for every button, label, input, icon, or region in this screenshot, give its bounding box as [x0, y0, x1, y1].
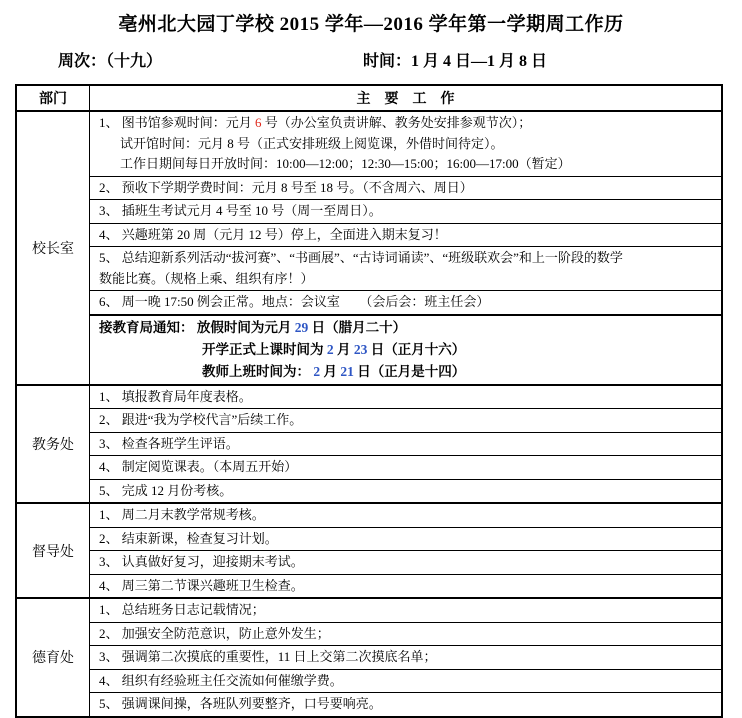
table-row [16, 527, 722, 551]
work-item-text: 6、 周一晚 17:50 例会正常。地点：会议室 （会后会：班主任会） [99, 294, 490, 309]
work-item-line [99, 457, 715, 478]
work-item-text: 3、 强调第二次摸底的重要性，11 日上交第二次摸底名单； [99, 649, 437, 664]
work-item-text: 1、 总结班务日志记载情况； [99, 602, 265, 617]
highlighted-date-text: 2 [313, 363, 321, 379]
table-row [16, 315, 722, 385]
work-item-text: 日（正月十六） [367, 341, 466, 357]
work-item-text: 教师上班时间为： [202, 363, 314, 379]
table-row [16, 385, 722, 409]
table-row [16, 409, 722, 433]
work-item-text: 5、 总结迎新系列活动“拔河赛”、“书画展”、“古诗词诵读”、“班级联欢会”和上一阶段的数学 [99, 250, 623, 265]
work-item-cell [90, 551, 723, 575]
work-item-text: 5、 完成 12 月份考核。 [99, 482, 233, 498]
work-item-text: 月 [333, 341, 354, 357]
table-row [16, 551, 722, 575]
work-item-text: 3、 检查各班学生评语。 [99, 435, 239, 451]
work-item-text: 号（办公室负责讲解、教务处安排参观节次）； [261, 115, 532, 130]
work-item-text: 试开馆时间：元月 8 号（正式安排班级上阅览课，外借时间待定）。 [120, 135, 504, 151]
work-item-cell [90, 385, 723, 409]
notice-cell [90, 315, 723, 385]
work-item-text: 2、 预收下学期学费时间：元月 8 号至 18 号。（不含周六、周日） [99, 179, 473, 195]
work-table [15, 84, 723, 718]
table-row [16, 223, 722, 247]
work-item-text: 工作日期间每日开放时间：10:00—12:00；12:30—15:00；16:00—17:00（暂定） [120, 156, 571, 171]
work-item-text: 1、 图书馆参观时间：元月 [99, 115, 256, 130]
work-item-text: 1、 填报教育局年度表格。 [99, 388, 252, 404]
table-row [16, 574, 722, 598]
table-row [16, 456, 722, 480]
work-item-line [99, 671, 715, 692]
work-item-line [99, 201, 715, 222]
work-item-cell [90, 479, 723, 503]
table-row [16, 646, 722, 670]
work-item-cell [90, 503, 723, 527]
table-row [16, 432, 722, 456]
work-item-line [99, 339, 715, 361]
table-row [16, 176, 722, 200]
work-item-cell [90, 693, 723, 717]
work-item-cell [90, 646, 723, 670]
work-item-line [99, 647, 715, 668]
work-item-line [99, 178, 715, 199]
work-item-text: 4、 周三第二节课兴趣班卫生检查。 [99, 577, 304, 593]
work-item-line [99, 576, 715, 597]
date-range-label: 时间：1 月 4 日—1 月 8 日 [363, 53, 548, 70]
work-item-cell [90, 111, 723, 176]
work-item-cell [90, 291, 723, 315]
department-cell: 校长室 [16, 111, 90, 385]
week-number-label: 周次：（十九） [58, 53, 163, 70]
work-item-line [99, 387, 715, 408]
work-item-line [99, 361, 715, 383]
work-schedule-table-wrap [15, 84, 723, 718]
work-item-line [99, 529, 715, 550]
work-item-line [99, 154, 715, 175]
work-item-line [99, 434, 715, 455]
work-item-line [99, 600, 715, 621]
table-row [16, 479, 722, 503]
work-item-cell [90, 223, 723, 247]
work-item-cell [90, 669, 723, 693]
work-item-line [99, 317, 715, 339]
department-cell: 教务处 [16, 385, 90, 504]
work-item-cell [90, 432, 723, 456]
work-item-line [99, 269, 715, 290]
work-item-line [99, 624, 715, 645]
work-item-text: 月 [320, 363, 341, 379]
work-item-line [99, 505, 715, 526]
table-row [16, 503, 722, 527]
work-item-text: 开学正式上课时间为 [202, 341, 327, 357]
table-row [16, 669, 722, 693]
work-item-cell [90, 409, 723, 433]
work-item-line [99, 134, 715, 155]
work-item-line [99, 292, 715, 313]
table-row [16, 598, 722, 622]
work-item-cell [90, 176, 723, 200]
work-item-cell [90, 527, 723, 551]
work-item-cell [90, 456, 723, 480]
work-item-cell [90, 622, 723, 646]
table-row [16, 247, 722, 291]
highlighted-date-text: 21 [340, 363, 354, 379]
work-item-text: 接教育局通知： 放假时间为元月 [99, 319, 295, 335]
work-item-text: 1、 周二月末教学常规考核。 [99, 507, 265, 522]
work-item-text: 4、 兴趣班第 20 周（元月 12 号）停上，全面进入期末复习！ [99, 226, 447, 242]
table-row [16, 622, 722, 646]
department-cell: 督导处 [16, 503, 90, 598]
work-item-text: 日（正月是十四） [353, 363, 466, 379]
work-item-cell [90, 247, 723, 291]
table-row [16, 200, 722, 224]
table-row [16, 693, 722, 717]
page-title: 亳州北大园丁学校 2015 学年—2016 学年第一学期周工作历 [118, 14, 624, 35]
work-item-text: 3、 认真做好复习，迎接期末考试。 [99, 554, 304, 569]
table-row [16, 291, 722, 315]
work-item-cell [90, 598, 723, 622]
work-item-text: 5、 强调课间操，各班队列要整齐，口号要响亮。 [99, 696, 382, 711]
work-item-cell [90, 200, 723, 224]
work-item-text: 4、 组织有经验班主任交流如何催缴学费。 [99, 672, 343, 688]
table-row [16, 111, 722, 176]
work-item-line [99, 113, 715, 134]
work-item-text: 4、 制定阅览课表。（本周五开始） [99, 459, 298, 474]
highlighted-date-text: 29 [294, 319, 309, 335]
work-table-body [16, 111, 722, 717]
work-item-text: 2、 结束新课，检查复习计划。 [99, 530, 278, 546]
work-item-cell [90, 574, 723, 598]
work-item-text: 3、 插班生考试元月 4 号至 10 号（周一至周日）。 [99, 203, 382, 218]
work-item-line [99, 410, 715, 431]
work-item-line [99, 225, 715, 246]
highlighted-date-text: 2 [326, 341, 334, 357]
work-item-text: 2、 跟进“我为学校代言”后续工作。 [99, 412, 303, 427]
table-header-row [16, 85, 722, 111]
main-work-column-header: 主 要 工 作 [90, 85, 723, 111]
work-item-line [99, 248, 715, 269]
work-item-line [99, 552, 715, 573]
highlighted-date-text: 6 [255, 115, 262, 130]
highlighted-date-text: 23 [353, 341, 368, 357]
department-cell: 德育处 [16, 598, 90, 717]
work-item-line [99, 694, 715, 715]
work-item-text: 日（腊月二十） [308, 319, 407, 335]
work-item-text: 数能比赛。（规格上乘、组织有序！） [99, 270, 314, 286]
department-column-header: 部门 [16, 85, 90, 111]
work-item-text: 2、 加强安全防范意识，防止意外发生； [99, 625, 330, 641]
work-item-line [99, 481, 715, 502]
